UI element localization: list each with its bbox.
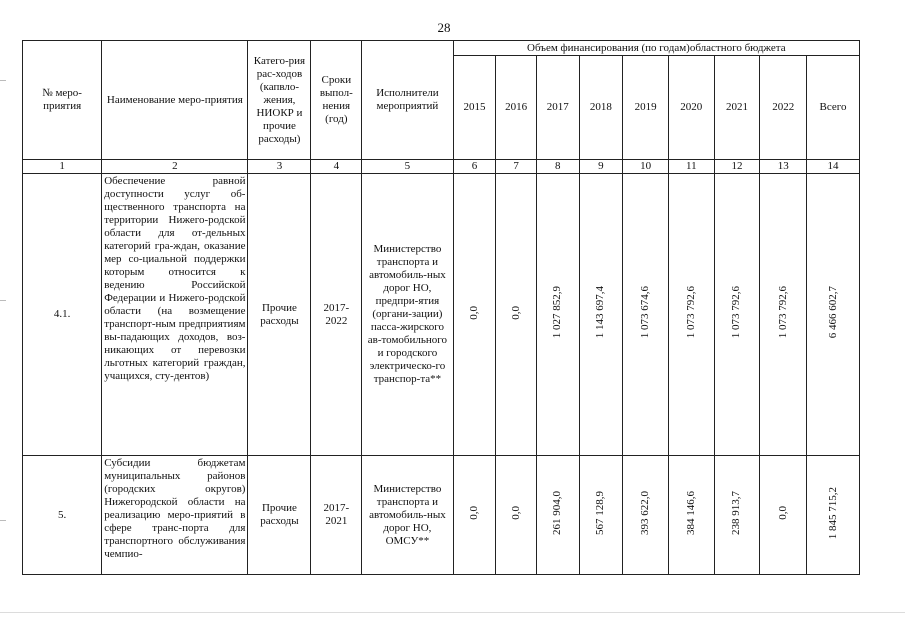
expense-category: Прочие расходы <box>248 174 311 456</box>
column-number: 5 <box>362 160 453 174</box>
funding-value: 1 073 792,6 <box>730 286 743 339</box>
funding-value: 0,0 <box>776 506 789 520</box>
funding-value: 0,0 <box>467 506 480 520</box>
header-name: Наименование меро-приятия <box>102 41 248 160</box>
header-year: 2020 <box>668 56 714 160</box>
funding-value: 261 904,0 <box>551 491 564 535</box>
header-funding: Объем финансирования (по годам)областного бюджета <box>453 41 859 56</box>
funding-value: 238 913,7 <box>730 491 743 535</box>
column-number: 10 <box>623 160 669 174</box>
column-number: 12 <box>714 160 760 174</box>
header-year: 2018 <box>579 56 623 160</box>
column-number: 4 <box>311 160 362 174</box>
executors: Министерство транспорта и автомобиль-ных дорог НО, предпри-ятия (органи-зации) пасса-жирского ав-томобильного и городского электрическо-го транспор-та** <box>362 174 453 456</box>
column-number: 13 <box>760 160 807 174</box>
header-year: 2017 <box>536 56 579 160</box>
budget-table <box>22 40 860 575</box>
execution-terms: 2017-2022 <box>311 174 362 456</box>
funding-value: 1 027 852,9 <box>551 286 564 339</box>
funding-value: 1 073 674,6 <box>639 286 652 339</box>
header-year: 2022 <box>760 56 807 160</box>
execution-terms: 2017-2021 <box>311 456 362 575</box>
funding-value: 1 143 697,4 <box>594 286 607 339</box>
expense-category: Прочие расходы <box>248 456 311 575</box>
column-number: 9 <box>579 160 623 174</box>
page-number: 28 <box>437 20 451 35</box>
funding-value: 384 146,6 <box>684 491 697 535</box>
row-number: 4.1. <box>23 174 102 456</box>
scan-mark <box>0 80 6 82</box>
header-executors: Исполнители мероприятий <box>362 41 453 160</box>
header-category: Катего-рия рас-ходов (капвло-жения, НИОКР и прочие расходы) <box>248 41 311 160</box>
header-total: Всего <box>807 56 860 160</box>
header-year: 2015 <box>453 56 496 160</box>
funding-value: 0,0 <box>509 506 522 520</box>
funding-value: 567 128,9 <box>594 491 607 535</box>
funding-value: 0,0 <box>467 305 480 320</box>
header-year: 2016 <box>496 56 537 160</box>
column-number: 14 <box>807 160 860 174</box>
executors: Министерство транспорта и автомобиль-ных дорог НО, ОМСУ** <box>362 456 453 575</box>
funding-value: 0,0 <box>509 305 522 320</box>
funding-value: 393 622,0 <box>639 491 652 535</box>
row-number: 5. <box>23 456 102 575</box>
column-number: 7 <box>496 160 537 174</box>
column-number: 8 <box>536 160 579 174</box>
header-year: 2021 <box>714 56 760 160</box>
column-number: 1 <box>23 160 102 174</box>
column-number: 11 <box>668 160 714 174</box>
funding-total: 6 466 602,7 <box>826 286 839 339</box>
table-row <box>23 174 860 456</box>
column-number: 6 <box>453 160 496 174</box>
scan-edge-line <box>0 612 905 613</box>
measure-name: Субсидии бюджетам муниципальных районов (городских округов) Нижегородской области на реализацию меро-приятий в сфере транс-порта для транспортного обслуживания чемпио- <box>102 456 248 575</box>
funding-total: 1 845 715,2 <box>826 486 839 540</box>
header-year: 2019 <box>623 56 669 160</box>
header-num: № меро-приятия <box>23 41 102 160</box>
funding-value: 1 073 792,6 <box>776 286 789 339</box>
column-number: 2 <box>102 160 248 174</box>
measure-name: Обеспечение равной доступности услуг об-щественного транспорта на территории Нижего-родской области для от-дельных категорий гра-ждан, оказание мер со-циальной поддержки которым относится к ведению Российской Федерации и Нижего-родской области (на возмещение транспорт-ным предприятиям вы-падающих доходов, воз-никающих от перевозки льготных категорий граждан, учащихся, сту-дентов) <box>102 174 248 456</box>
scan-mark <box>0 300 6 302</box>
header-terms: Сроки выпол-нения (год) <box>311 41 362 160</box>
scan-mark <box>0 520 6 522</box>
funding-value: 1 073 792,6 <box>684 286 697 339</box>
table-row <box>23 456 860 575</box>
column-number: 3 <box>248 160 311 174</box>
